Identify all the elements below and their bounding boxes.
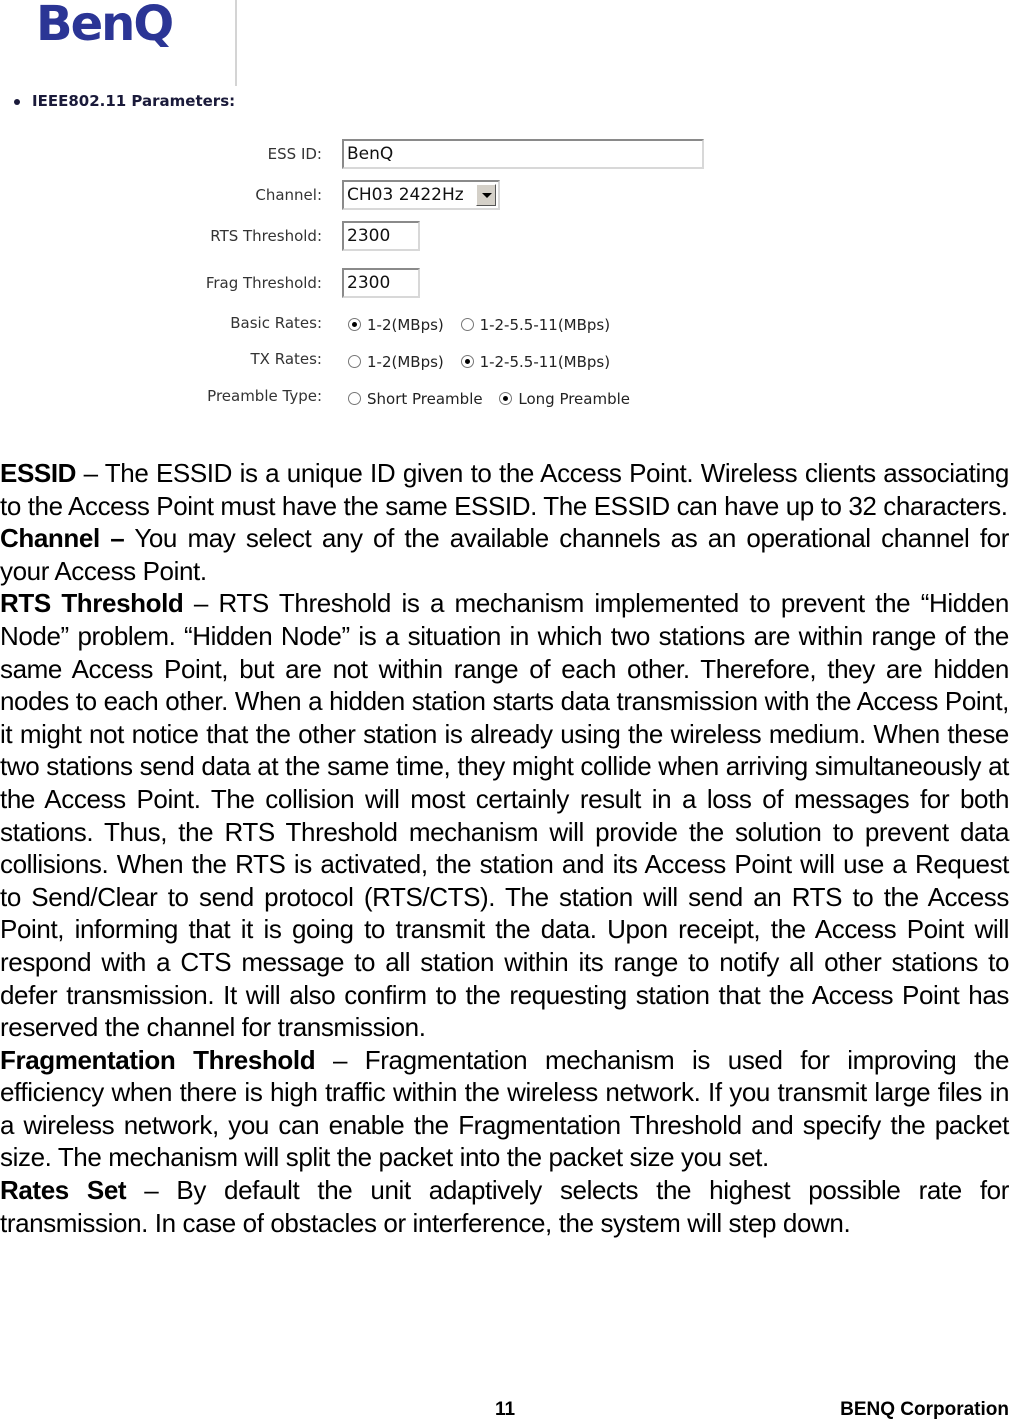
channel-select-value: CH03 2422Hz (347, 185, 464, 205)
rts-threshold-label: RTS Threshold: (210, 227, 322, 245)
radio-empty-icon[interactable] (348, 392, 361, 405)
preamble-type-group (348, 390, 642, 408)
term-channel: Channel – (0, 523, 125, 554)
tx-rates-group (348, 353, 622, 371)
rts-threshold-input[interactable]: 2300 (342, 221, 420, 251)
radio-selected-icon[interactable] (499, 392, 512, 405)
page-number: 11 (495, 1399, 516, 1420)
paragraph-rts-threshold: RTS Threshold – RTS Threshold is a mechanism implemented to prevent the “Hidden Node” problem. “Hidden Node” is a situation in which two stations are within range of the same Access Point, but are not within range of each other. Therefore, they are hidden nodes to each other. When a hidden station starts data transmission with the Access Point, it might not notice that the other station is already using the wireless medium. When these two stations send data at the same time, they might collide when arriving simultaneously at the Access Point. The collision will most certainly result in a loss of messages for both stations. Thus, the RTS Threshold mechanism will provide the solution to prevent data collisions. When the RTS is activated, the station and its Access Point will use a Request to Send/Clear to send protocol (RTS/CTS). The station will send an RTS to the Access Point, informing that it is going to transmit the data. Upon receipt, the Access Point will respond with a CTS message to all station within its range to notify all other stations to defer transmission. It will also confirm to the requesting station that the Access Point has reserved the channel for transmission. (0, 588, 1009, 1043)
tx-rates-option-2[interactable]: 1-2-5.5-11(MBps) (461, 353, 611, 371)
preamble-option-short[interactable]: Short Preamble (348, 390, 483, 408)
paragraph-essid: ESSID – The ESSID is a unique ID given to the Access Point. Wireless clients associating to the Access Point must have the same ESSID. The ESSID can have up to 32 characters. (0, 458, 1009, 521)
chevron-down-icon[interactable] (476, 184, 496, 206)
tx-rates-label: TX Rates: (250, 350, 322, 368)
frag-threshold-input[interactable]: 2300 (342, 268, 420, 298)
paragraph-fragmentation-threshold: Fragmentation Threshold – Fragmentation mechanism is used for improving the efficiency when there is high traffic within the wireless network. If you transmit large files in a wireless network, you can enable the Fragmentation Threshold and specify the packet size. The mechanism will split the packet into the packet size you set. (0, 1044, 1010, 1173)
preamble-option-long[interactable]: Long Preamble (499, 390, 630, 408)
section-title (14, 92, 235, 110)
radio-selected-icon[interactable] (461, 355, 474, 368)
benq-logo: BenQ (36, 0, 173, 52)
paragraph-rates-set: Rates Set – By default the unit adaptively selects the highest possible rate for transmission. In case of obstacles or interference, the system will step down. (0, 1175, 1010, 1238)
frag-threshold-label: Frag Threshold: (205, 274, 322, 292)
basic-rates-label: Basic Rates: (230, 314, 322, 332)
radio-empty-icon[interactable] (348, 355, 361, 368)
basic-rates-option-1[interactable]: 1-2(MBps) (348, 316, 444, 334)
document-body (0, 457, 1009, 1239)
section-title-text: IEEE802.11 Parameters: (32, 92, 236, 110)
basic-rates-option-2[interactable]: 1-2-5.5-11(MBps) (461, 316, 611, 334)
term-rates-set: Rates Set (0, 1175, 127, 1206)
tx-rates-option-1[interactable]: 1-2(MBps) (348, 353, 444, 371)
term-rts-threshold: RTS Threshold (0, 588, 184, 619)
channel-label: Channel: (255, 186, 322, 204)
term-essid: ESSID (0, 458, 77, 488)
essid-label: ESS ID: (267, 145, 322, 163)
essid-input[interactable]: BenQ (342, 139, 704, 169)
radio-selected-icon[interactable] (348, 318, 361, 331)
header-divider (235, 0, 237, 86)
radio-empty-icon[interactable] (461, 318, 474, 331)
preamble-type-label: Preamble Type: (207, 387, 322, 405)
basic-rates-group (348, 316, 622, 334)
paragraph-channel: Channel – You may select any of the available channels as an operational channel for your Access Point. (0, 523, 1009, 586)
bullet-icon (14, 99, 20, 105)
channel-select[interactable] (342, 180, 500, 210)
footer-company: BENQ Corporation (840, 1399, 1009, 1420)
term-fragmentation-threshold: Fragmentation Threshold (0, 1044, 316, 1075)
